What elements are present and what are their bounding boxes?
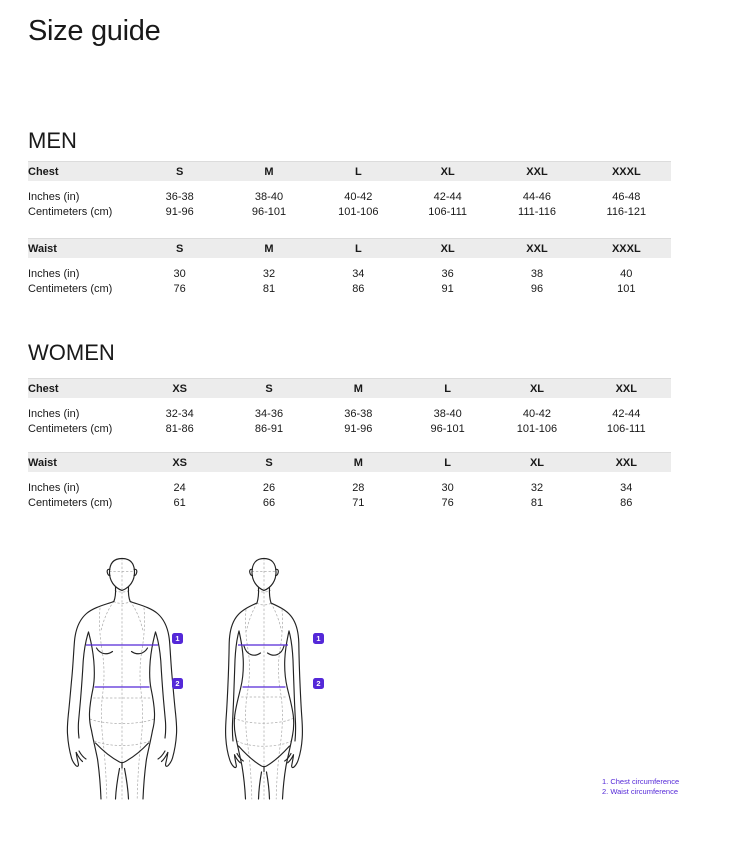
size-value: 26 xyxy=(262,482,276,494)
unit-label: Inches (in) xyxy=(28,408,80,420)
size-col-header: XL xyxy=(440,165,455,178)
size-value: 96-101 xyxy=(430,422,465,435)
size-value: 76 xyxy=(173,282,186,295)
size-value: 32 xyxy=(530,482,544,494)
size-col-header: M xyxy=(264,165,274,178)
table-row xyxy=(28,407,671,422)
measure-label: Chest xyxy=(28,382,59,395)
women-waist-body xyxy=(28,481,671,510)
female-outline xyxy=(226,559,303,800)
women-chest-body xyxy=(28,407,671,436)
unit-label: Inches (in) xyxy=(28,191,80,203)
section-men xyxy=(28,128,671,296)
size-value: 30 xyxy=(173,268,186,280)
diagram-legend xyxy=(602,777,679,796)
size-value: 81-86 xyxy=(165,422,194,435)
size-value: 91-96 xyxy=(165,205,194,218)
men-waist-body xyxy=(28,267,671,296)
male-outline xyxy=(67,559,176,800)
unit-label: Centimeters (cm) xyxy=(28,496,113,509)
size-value: 32 xyxy=(262,268,276,280)
size-value: 76 xyxy=(441,496,454,509)
size-value: 101-106 xyxy=(516,422,558,435)
size-value: 38 xyxy=(530,268,544,280)
table-row xyxy=(28,267,671,282)
waist-measure-badge: 2 xyxy=(172,678,183,689)
size-value: 40 xyxy=(620,268,633,280)
table-row xyxy=(28,205,671,220)
table-row xyxy=(28,282,671,297)
size-col-header: M xyxy=(264,242,274,255)
men-waist-header-row xyxy=(28,238,671,258)
size-value: 24 xyxy=(173,482,186,494)
size-value: 44-46 xyxy=(522,191,552,203)
measure-label: Waist xyxy=(28,242,57,255)
size-col-header: XS xyxy=(172,382,187,395)
size-value: 30 xyxy=(441,482,454,494)
unit-label: Centimeters (cm) xyxy=(28,282,113,295)
size-value: 32-34 xyxy=(165,408,194,420)
unit-label: Inches (in) xyxy=(28,268,80,280)
women-waist-table xyxy=(28,452,671,510)
women-chest-table xyxy=(28,378,671,436)
women-heading: WOMEN xyxy=(28,340,115,365)
size-col-header: XXL xyxy=(615,382,637,395)
size-value: 91-96 xyxy=(344,422,373,435)
measure-label: Chest xyxy=(28,165,59,178)
men-chest-header-row xyxy=(28,161,671,181)
size-value: 36 xyxy=(441,268,454,280)
size-value: 96-101 xyxy=(251,205,287,218)
size-value: 36-38 xyxy=(344,408,373,420)
table-row xyxy=(28,190,671,205)
size-value: 40-42 xyxy=(344,191,373,203)
men-waist-table xyxy=(28,238,671,296)
chest-measure-badge: 1 xyxy=(172,633,183,644)
size-value: 42-44 xyxy=(433,191,462,203)
size-col-header: XS xyxy=(172,456,187,469)
size-value: 38-40 xyxy=(433,408,462,420)
size-value: 66 xyxy=(262,496,276,509)
size-col-header: XL xyxy=(440,242,455,255)
size-value: 38-40 xyxy=(254,191,284,203)
size-value: 101-106 xyxy=(338,205,379,218)
size-col-header: L xyxy=(354,165,362,178)
size-value: 91 xyxy=(441,282,454,295)
size-value: 86 xyxy=(620,496,633,509)
size-col-header: XXL xyxy=(526,242,548,255)
size-col-header: XXXL xyxy=(611,242,641,255)
size-value: 28 xyxy=(352,482,365,494)
size-value: 61 xyxy=(173,496,186,509)
men-chest-body xyxy=(28,190,671,219)
size-col-header: S xyxy=(175,165,184,178)
size-col-header: S xyxy=(265,382,273,395)
size-value: 86 xyxy=(352,282,365,295)
size-value: 111-116 xyxy=(518,205,556,218)
men-chest-table xyxy=(28,161,671,219)
table-row xyxy=(28,422,671,437)
size-value: 106-111 xyxy=(606,422,646,435)
measure-label: Waist xyxy=(28,456,57,469)
female-body-diagram xyxy=(221,557,307,800)
page-title: Size guide xyxy=(28,15,161,47)
size-col-header: L xyxy=(444,456,452,469)
size-value: 46-48 xyxy=(612,191,641,203)
size-value: 106-111 xyxy=(428,205,468,218)
legend-chest: 1. Chest circumference xyxy=(602,777,680,786)
size-value: 81 xyxy=(530,496,544,509)
size-value: 96 xyxy=(530,282,544,295)
size-col-header: S xyxy=(265,456,273,469)
legend-waist: 2. Waist circumference xyxy=(602,786,678,796)
size-value: 101 xyxy=(617,282,636,295)
size-col-header: M xyxy=(353,382,363,395)
size-value: 71 xyxy=(352,496,365,509)
size-value: 42-44 xyxy=(612,408,641,420)
unit-label: Centimeters (cm) xyxy=(28,205,113,218)
size-col-header: M xyxy=(353,456,363,469)
waist-measure-badge: 2 xyxy=(313,678,324,689)
size-col-header: XXL xyxy=(615,456,637,469)
table-row xyxy=(28,481,671,496)
unit-label: Centimeters (cm) xyxy=(28,422,113,435)
size-col-header: S xyxy=(175,242,184,255)
size-col-header: XL xyxy=(529,382,544,395)
women-chest-header-row xyxy=(28,378,671,398)
women-waist-header-row xyxy=(28,452,671,472)
size-value: 40-42 xyxy=(522,408,552,420)
male-body-diagram xyxy=(60,557,184,800)
men-heading: MEN xyxy=(28,128,77,153)
female-construction-lines xyxy=(234,559,294,800)
size-value: 34-36 xyxy=(254,408,284,420)
size-col-header: XXL xyxy=(526,165,548,178)
table-row xyxy=(28,496,671,511)
size-value: 36-38 xyxy=(165,191,194,203)
size-value: 86-91 xyxy=(254,422,284,435)
size-col-header: L xyxy=(354,242,362,255)
size-value: 116-121 xyxy=(606,205,647,218)
chest-measure-badge: 1 xyxy=(313,633,324,644)
size-value: 34 xyxy=(620,482,633,494)
section-women xyxy=(28,340,671,510)
size-col-header: XXXL xyxy=(611,165,641,178)
size-value: 81 xyxy=(262,282,276,295)
size-col-header: L xyxy=(444,382,452,395)
size-value: 34 xyxy=(352,268,365,280)
size-col-header: XL xyxy=(529,456,544,469)
unit-label: Inches (in) xyxy=(28,482,80,494)
